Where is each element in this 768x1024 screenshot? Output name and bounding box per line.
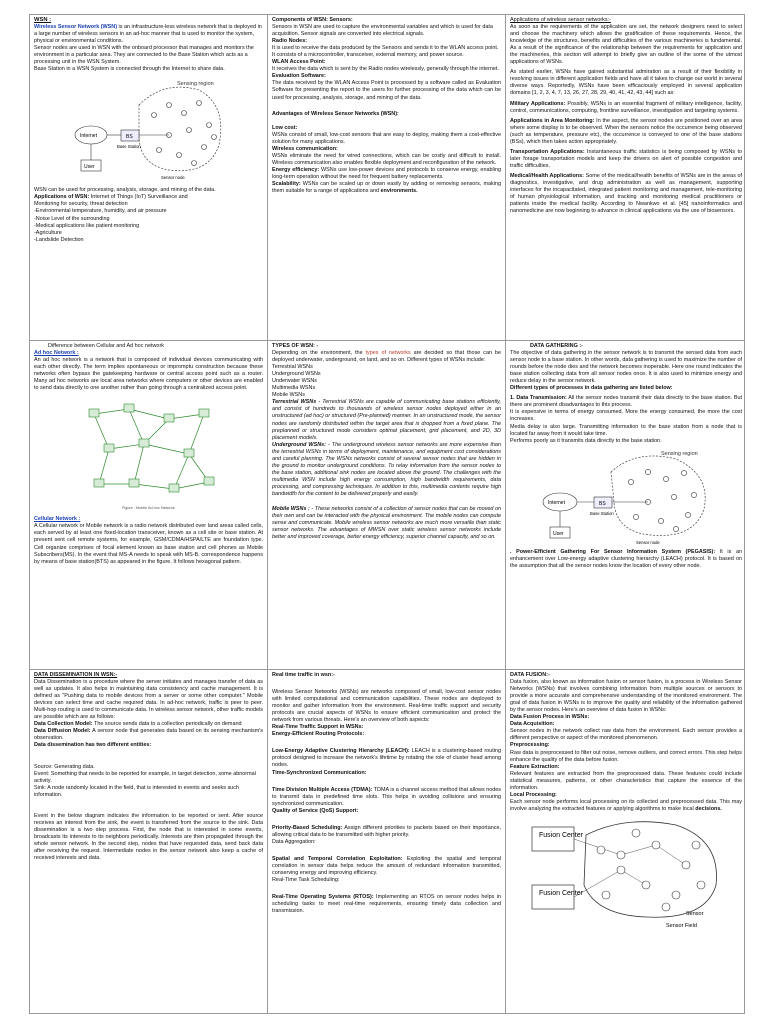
svg-text:Internet: Internet	[548, 499, 565, 506]
cell-types-of-wsn: TYPES OF WSN: - Depending on the environment, the types of networks are decided so that those can be deployed underwater, underground, on land, and so on. Different types of WSNs include: Terrestrial WSNs Underground WSNs Underwater WSNs Multimedia WSNs Mobile WSNs Terrestrial WSNs - Terrestrial WSNs are capable of communicating base stations efficiently, and consist of hundreds to thousands of wireless sensor nodes deployed either in an unstructured (ad hoc) or structured (Pre-planned) manner. In an unstructured mode, the sensor nodes are randomly distributed within the target area that is dropped from a fixed plane. The preplanned or structured mode considers optimal placement, grid placement, and 2D, 3D placement models. Underground WSNs: - The underground wireless sensor networks are more expensive than the terrestrial WSNs in terms of deployment, maintenance, and equipment cost considerations and careful planning. The WSNs networks consist of several sensor nodes that are hidden in the ground to monitor underground conditions. To relay information from the sensor nodes to the base station, additional sink nodes are located above the ground. The challenges with the multimedia WSN include high energy consumption, high bandwidth requirements, data processing, and compressing techniques. In addition to this, multimedia contents require high bandwidth for the content to be delivered properly and easily. Mobile WSNs : - These networks consist of a collection of sensor nodes that can be moved on their own and can be interacted with the physical environment. The mobile nodes can compute sense and communicate. Mobile wireless sensor networks are much more versatile than static sensor networks. The advantages of MWSN over static wireless sensor networks include better and improved coverage, better energy efficiency, superior channel capacity, and so on.	[272, 343, 501, 541]
svg-text:Sensor node: Sensor node	[160, 175, 185, 181]
section-title: WSN :	[34, 17, 52, 23]
svg-text:Base Station: Base Station	[116, 144, 141, 150]
cell-cellular-adhoc: Difference between Cellular and Ad hoc network Ad hoc Network : An ad hoc network is a network that is composed of individual devices communicating with each other directly. The term implies spontaneous or impromptu construction because these networks often bypass the gatekeeping hardware or central access point such as a router. Many ad hoc networks are local area networks where computers or other devices are enabled to send data directly to one another rather than going through a centralized access point. Figure : Mobile Ad hoc Network Cellular Network : A Cellular network or Mobile network is a radio network distributed over land areas called cells, each served by at least one fixed-location transceiver, known as a cell site or base station. At present sent cell remote systems, for example, GSM/CDMA/HSPA/LTE are foundation type. Cell organize comprises of focal element known as base station and cell phones as Mobile Subscribers(MS). In the event that MS-A needs to speak with MS-B, correspondence happens by means of base station(BTS) as appeared in the figure. It follows hexagonal pattern.	[34, 343, 263, 565]
cell-data-gathering: DATA GATHERING :- The objective of data gathering in the sensor network is to transmit the sensed data from each sensor node to a base station. In other words, data gathering is used to maximize the number of rounds before the node dies and the network becomes inoperable. Here one round indicates the base station collecting data from all sensor nodes once. It is also used to minimize energy and reduce delay in the sensor network. Different types of processes in data gathering are listed below: 1. Data Transmission: All the sensor nodes transmit their data directly to the base station. But there are prominent disadvantages to this process. It is expensive in terms of energy consumed. More the energy consumed, the more the cost increases. Media delay is also large. Transmitting information to the base station from a node that is located far away from it would take time. Performs poorly as it transmits data directly to the base station. Sensing region BS Base Station Internet User Sensor node . Power-Efficient Gathering For Sensor Information System (PEGASIS): It is an enhancement over Low-energy adaptive clustering hierarchy (LEACH) protocol. It is based on the assumption that all the sensor nodes know the location of every other node.	[510, 343, 742, 569]
svg-text:User: User	[553, 530, 564, 537]
document-grid	[29, 14, 745, 1014]
sensor-nodes	[151, 101, 216, 166]
cell-wsn-components: Components of WSN: Sensors: Sensors in WSN are used to capture the environmental variables and which is used for data acquisition. Sensor signals are converted into electrical signals. Radio Nodes: It is used to receive the data produced by the Sensors and sends it to the WLAN access point. It consists of a microcontroller, transceiver, external memory, and power source. WLAN Access Point: It receives the data which is sent by the Radio nodes wirelessly, generally through the internet. Evaluation Software: The data received by the WLAN Access Point is processed by a software called as Evaluation Software for presenting the report to the users for further processing of the data which can be used for processing, analysis, storage, and mining of the data. Advantages of Wireless Sensor Networks (WSN): Low cost: WSNs consist of small, low-cost sensors that are easy to deploy, making them a cost-effective solution for many applications. Wireless communication: WSNs eliminate the need for wired connections, which can be costly and difficult to install. Wireless communication also enables flexible deployment and reconfiguration of the network. Energy efficiency: WSNs use low-power devices and protocols to conserve energy, enabling long-term operation without the need for frequent battery replacements. Scalability: WSNs can be scaled up or down easily by adding or removing sensors, making them suitable for a range of applications and environments.	[272, 17, 501, 195]
svg-text:User: User	[83, 164, 95, 171]
svg-text:Figure : Mobile Ad hoc Network: Figure : Mobile Ad hoc Network	[121, 506, 175, 511]
cell-data-dissemination: DATA DISSEMINATION IN WSN:- Data Dissemination is a procedure where the server initiates and manages transfer of data as well as updates. It also helps in maintaining data consistency and cache management. It is defined as "Pushing data to mobile devices from a server or some other computer." Mobile devices can select time and cache required data. In ad-hoc network, traffic is peer to peer. Multi-hop routing is used to communicate data. In wireless sensor network, other traffic models are possible which are as follows: Data Collection Model: The source sends data to a collection periodically on demand Data Diffusion Model: A sensor node that generates data based on its sensing mechanism's observation. Data dissemination has two different entities: Source: Generating data. Event: Something that needs to be reported for example, in target detection, some abnormal activity. Sink: A node randomly located in the field, that is interested in events and seeks such information. Event in the below diagram indicates the information to be reported or sent. After source receives an interest from the sink, the event is transferred from the source to the sink. Data dissemination is a two step process. First, the node that is interested in some events, broadcasts its interests to its neighbors periodically. Interests are then propagated through the whole sensor network. In the second step, nodes that have requested data, send back data after receiving the request. Intermediate nodes in the sensor network also keep a cache of received interests and data.	[34, 672, 263, 862]
types-of-networks-link[interactable]: types of networks	[365, 350, 411, 357]
wsn-diagram	[69, 75, 229, 185]
svg-text:Sensor: Sensor	[686, 910, 704, 917]
cell-real-time-traffic: Real time traffic in wsn:- Wireless Sensor Networks (WSNs) are networks composed of small, low-cost sensor nodes with limited computational and communication capabilities. These nodes are deployed to monitor and gather information from the environment. Real-time traffic support and security protocols are crucial aspects of WSNs to ensure efficient communication and protect the network from various threats. Here's an overview of both aspects: Real-Time Traffic Support in WSNs: Energy-Efficient Routing Protocols: Low-Energy Adaptive Clustering Hierarchy (LEACH): LEACH is a clustering-based routing protocol designed to increase the network's lifetime by rotating the role of cluster head among nodes. Time-Synchronized Communication: Time Division Multiple Access (TDMA): TDMA is a channel access method that allows nodes to transmit data in predefined time slots. This helps in avoiding collisions and ensuring synchronized communication. Quality of Service (QoS) Support: Priority-Based Scheduling: Assign different priorities to packets based on their importance, allowing critical data to be transmitted with higher priority. Data Aggregation: Spatial and Temporal Correlation Exploitation: Exploiting the spatial and temporal correlation in sensor data helps reduce the amount of redundant information transmitted, conserving energy and improving efficiency. Real-Time Task Scheduling: Real-Time Operating Systems (RTOS): Implementing an RTOS on sensor nodes helps in scheduling tasks to meet real-time requirements, ensuring timely data collection and transmission.	[272, 672, 502, 915]
cell-wsn-intro: WSN : Wireless Sensor Network (WSN) is an infrastructure-less wireless network that is deployed in a large number of wireless sensors in an ad-hoc manner that is used to monitor the system, physical or environmental conditions. Sensor nodes are used in WSN with the onboard processor that manages and monitors the environment in a particular area. They are connected to the Base Station which acts as a processing unit in the WSN System. Base Station in a WSN System is connected through the Internet to share data. Sensing region BS Base Station Internet User Sensor node WSN can be used for processing, analysis, storage, and mining of the data. Applications of WSN: Internet of Things (IoT) Surveillance and Monitoring for security, threat detection -Environmental temperature, humidity, and air pressure -Noise Level of the surrounding -Medical applications like patient monitoring -Agriculture -Landslide Detection	[34, 17, 262, 243]
svg-text:Sensor node: Sensor node	[636, 539, 660, 545]
svg-text:Internet: Internet	[79, 133, 97, 140]
svg-text:Fusion Center: Fusion Center	[539, 831, 583, 839]
cell-wsn-applications: Applications of wireless sensor networks:- As soon as the requirements of the application are set, the network designers need to select and choose the machinery which allows the gratification of these requirements. Hence, the knowledge of the structures, benefits and difficulties of the various machineries is fundamental. As a result of the significance of the relationship between the requirements for application and the machineries, this section will attempt to briefly give an outline of the some of the utmost applications of WSNs. As stated earlier, WSNs have gained substantial admiration as a result of their flexibility in resolving issues in different application fields and have all it takes to change our world in several diverse ways. Reportedly, WSNs have been efficaciously employed in several application domains [1, 2, 3, 4, 7, 13, 26, 27, 28, 29, 40, 41, 42, 43, 44] such as: Military Applications: Possibly, WSNs is an essential fragment of military intelligence, facility, control, communications, computing, frontline surveillance, investigation and targeting systems. Applications in Area Monitoring: In the aspect, the sensor nodes are positioned over an area where some display is to be observed. When the sensors notice the occurrence being observed (such as temperature, pressure etc), the occurrence is conveyed to one of the base stations (BSs), which then takes action appropriately. Transportation Applications: Instantaneous traffic statistics is being composed by WSNs to later forage transportation models and keep the drivers on alert of possible congestion and traffic difficulties. Medical/Health Applications: Some of the medical/health benefits of WSNs are in the areas of diagnostics, investigative, and drug administration as well as management, supporting interfaces for the incapacitated, integrated patient monitoring and management, tele-monitoring of human physiological information, and tracking and monitoring medical practitioners or patients inside the medical facility. According to Nwankwo et al. [45] nanoinformatics and nanomedicine are now beginning to advance in clinical applications via the use of biosensors.	[510, 17, 742, 215]
svg-text:Fusion Center: Fusion Center	[539, 889, 583, 897]
svg-text:BS: BS	[599, 500, 606, 507]
svg-text:BS: BS	[125, 134, 133, 141]
sensing-region-label: Sensing region	[176, 81, 214, 88]
data-gathering-diagram	[536, 447, 716, 547]
data-fusion-diagram	[526, 815, 726, 930]
cell-data-fusion: DATA FUSION:- Data fusion, also known as information fusion or sensor fusion, is a process in Wireless Sensor Networks (WSNs) that involves combining information from multiple sources or sensors to provide a more accurate and comprehensive understanding of the monitored environment. The goal of data fusion in WSNs is to improve the quality and reliability of the information gathered by the sensor nodes. Here's an overview of data fusion in WSNs: Data Fusion Process in WSNs: Data Acquisition: Sensor nodes in the network collect raw data from the environment. Each sensor provides a different perspective or aspect of the monitored phenomenon. Preprocessing: Raw data is preprocessed to filter out noise, remove outliers, and correct errors. This step helps enhance the quality of the data before fusion. Feature Extraction: Relevant features are extracted from the preprocessed data. These features could include statistical measures, patterns, or other characteristics that capture the essence of the information. Local Processing: Each sensor node performs local processing on its collected and preprocessed data. This may involve analyzing the extracted features or applying algorithms to make local decisions. Fusion Center Fusion Center Sensor Sensor Field	[510, 672, 742, 929]
adhoc-network-figure	[74, 394, 224, 514]
svg-text:Base Station: Base Station	[590, 510, 614, 516]
svg-text:Sensor Field: Sensor Field	[666, 922, 697, 929]
svg-text:Sensing region: Sensing region	[661, 450, 698, 457]
